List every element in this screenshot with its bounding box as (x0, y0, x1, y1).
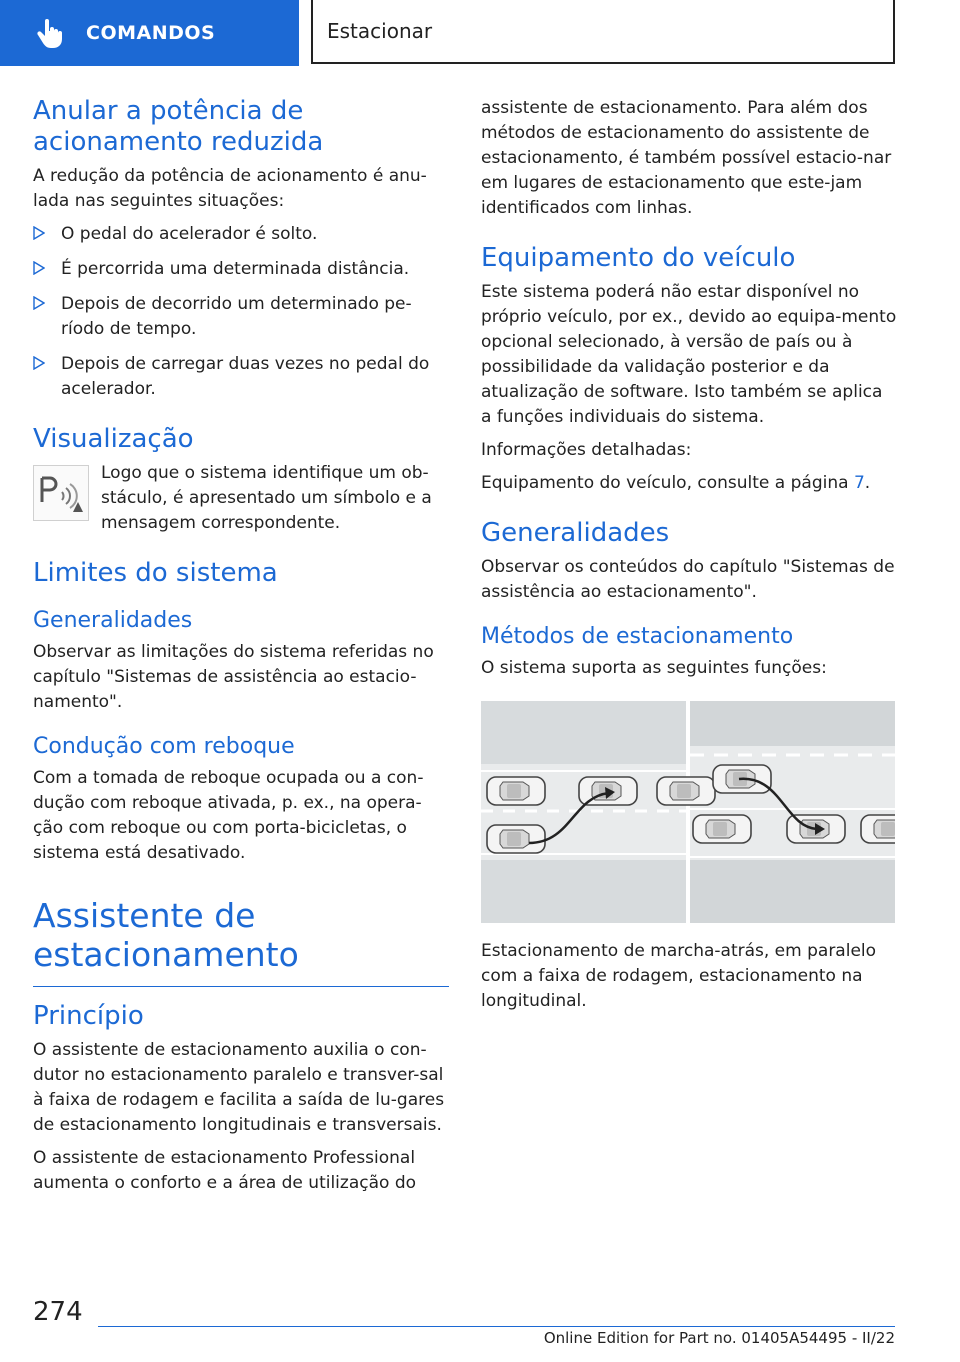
heading-generalidades-right: Generalidades (481, 518, 670, 548)
paragraph-equipamento: Este sistema poderá não estar disponível no próprio veículo, por ex., devido ao equipa-mento opcional selecionado, à versão de país ou à possibilidade da validação posterior e da atualização de software. Isto também se aplica a funções individuais do sistema. (481, 282, 897, 427)
section-tab (0, 0, 299, 66)
list-item: O pedal do acelerador é solto. (33, 222, 449, 247)
bullet-list (33, 222, 449, 402)
chapter-title-box (311, 0, 895, 64)
heading-visualizacao: Visualização (33, 424, 194, 454)
section-tab-label: COMANDOS (86, 22, 216, 44)
page-link[interactable]: 7 (853, 473, 865, 493)
paragraph-principio-2: O assistente de estacionamento Professional aumenta o conforto e a área de utilização do (33, 1148, 417, 1193)
hand-pointer-icon (34, 17, 66, 49)
heading-anular: Anular a potência de acionamento reduzida (33, 96, 324, 157)
list-item: Depois de decorrido um determinado pe-ríodo de tempo. (33, 292, 449, 342)
right-column (481, 96, 897, 1022)
triangle-bullet-icon (33, 356, 45, 370)
display-block (33, 461, 449, 536)
heading-limites: Limites do sistema (33, 558, 278, 588)
paragraph-continued: assistente de estacionamento. Para além dos métodos de estacionamento do assistente de estacionamento, é também possível estacio-nar em lugares de estacionamento que este-jam identificados com linhas. (481, 98, 892, 218)
heading-principio: Princípio (33, 1001, 144, 1031)
triangle-bullet-icon (33, 261, 45, 275)
list-item: Depois de carregar duas vezes no pedal do acelerador. (33, 352, 449, 402)
page-number: 274 (33, 1297, 83, 1327)
left-column (33, 96, 449, 1204)
triangle-bullet-icon (33, 226, 45, 240)
heading-metodos: Métodos de estacionamento (481, 624, 794, 649)
figure-caption: Estacionamento de marcha-atrás, em paralelo com a faixa de rodagem, estacionamento na longitudinal. (481, 941, 877, 1011)
heading-assistente: Assistente de estacionamento (33, 896, 449, 987)
paragraph-generalidades-right: Observar os conteúdos do capítulo "Sistemas de assistência ao estacionamento". (481, 557, 895, 602)
triangle-bullet-icon (33, 296, 45, 310)
paragraph-generalidades-left: Observar as limitações do sistema referidas no capítulo "Sistemas de assistência ao estacio-namento". (33, 642, 434, 712)
pdc-parking-sensor-icon (33, 465, 89, 521)
paragraph-anular: A redução da potência de acionamento é anu-lada nas seguintes situações: (33, 166, 427, 211)
footer-divider (98, 1326, 895, 1327)
paragraph-principio-1: O assistente de estacionamento auxilia o con-dutor no estacionamento paralelo e transver-sal à faixa de rodagem e facilita a saída de lu-gares de estacionamento longitudinais e transversais. (33, 1040, 445, 1135)
heading-generalidades-left: Generalidades (33, 608, 193, 633)
paragraph-metodos: O sistema suporta as seguintes funções: (481, 658, 827, 678)
parking-methods-illustration (481, 701, 895, 923)
chapter-title: Estacionar (327, 19, 433, 43)
list-item: É percorrida uma determinada distância. (33, 257, 449, 282)
paragraph-info: Informações detalhadas: (481, 440, 692, 460)
paragraph-conducao: Com a tomada de reboque ocupada ou a con-dução com reboque ativada, p. ex., na opera-ção com reboque ou com porta-bicicletas, o sistema está desativado. (33, 768, 424, 863)
paragraph-visualizacao: Logo que o sistema identifique um ob-stáculo, é apresentado um símbolo e a mensagem correspondente. (101, 463, 432, 533)
footer-edition: Online Edition for Part no. 01405A54495 - II/22 (543, 1329, 895, 1347)
heading-equipamento: Equipamento do veículo (481, 243, 796, 273)
heading-conducao: Condução com reboque (33, 734, 295, 759)
paragraph-reference: Equipamento do veículo, consulte a página 7. (481, 473, 871, 493)
